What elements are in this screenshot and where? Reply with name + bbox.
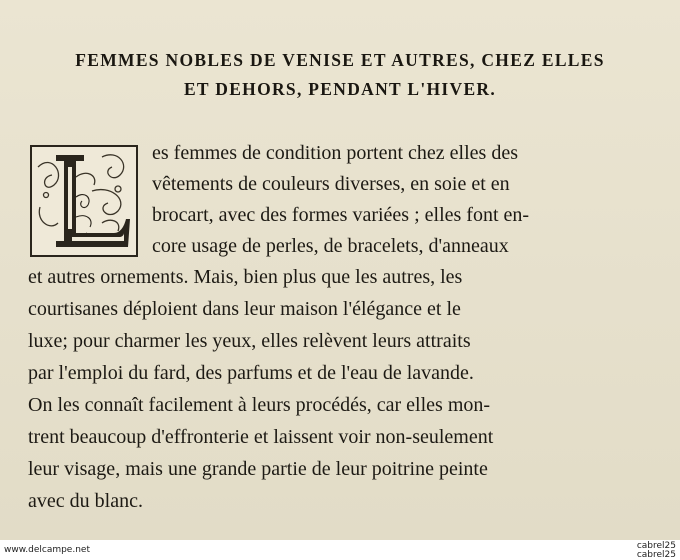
paragraph-line-1: es femmes de condition portent chez elles des: [152, 142, 518, 164]
watermark-right-bottom: cabrel25: [636, 550, 676, 560]
paragraph-line-6: courtisanes déploient dans leur maison l'élégance et le: [28, 298, 461, 320]
paragraph-line-8: par l'emploi du fard, des parfums et de l'eau de lavande.: [28, 362, 474, 384]
paragraph-line-4: core usage de perles, de bracelets, d'anneaux: [152, 235, 509, 257]
chapter-title-line-1: FEMMES NOBLES DE VENISE ET AUTRES, CHEZ ELLES: [75, 50, 605, 70]
paragraph-line-2: vêtements de couleurs diverses, en soie et en: [152, 173, 510, 195]
watermark-left: www.delcampe.net: [4, 545, 90, 555]
watermark-strip: [0, 540, 680, 560]
chapter-title-line-2: ET DEHORS, PENDANT L'HIVER.: [183, 79, 497, 99]
ornament-flourish-icon: [32, 147, 136, 255]
paragraph-line-5: et autres ornements. Mais, bien plus que les autres, les: [28, 266, 463, 288]
paragraph-line-11: leur visage, mais une grande partie de leur poitrine peinte: [28, 458, 488, 480]
paragraph-line-12: avec du blanc.: [28, 490, 143, 512]
paragraph-line-3: brocart, avec des formes variées ; elles font en-: [152, 204, 530, 226]
decorated-initial-letter: [30, 145, 138, 257]
paragraph-line-10: trent beaucoup d'effronterie et laissent voir non-seulement: [28, 426, 494, 448]
paragraph-line-7: luxe; pour charmer les yeux, elles relèvent leurs attraits: [28, 330, 471, 352]
watermark-right-top: cabrel25: [636, 541, 676, 551]
paragraph-line-9: On les connaît facilement à leurs procédés, car elles mon-: [28, 394, 491, 416]
